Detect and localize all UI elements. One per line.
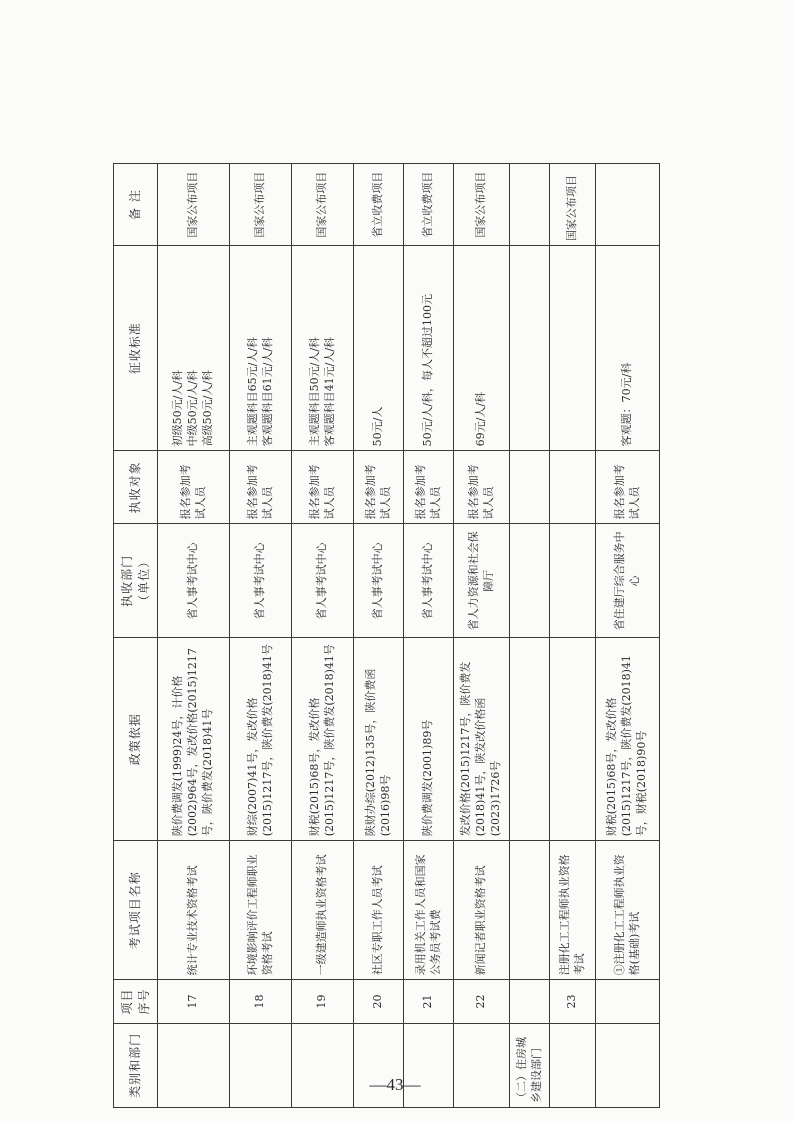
cell-policy xyxy=(550,638,596,841)
cell-category xyxy=(596,1023,660,1107)
cell-note xyxy=(596,164,660,246)
cell-note: 国家公布项目 xyxy=(158,164,230,246)
cell-policy: 陕财办综(2012)135号，陕价费函(2016)98号 xyxy=(354,638,404,841)
table-row xyxy=(354,164,404,1108)
cell-name: 注册化工工程师执业资格考试 xyxy=(550,841,596,980)
cell-category xyxy=(292,1023,354,1107)
exam-fee-table xyxy=(113,163,660,1108)
cell-seq: 22 xyxy=(454,980,510,1023)
cell-target: 报名参加考试人员 xyxy=(596,451,660,524)
cell-standard: 69元/人/科 xyxy=(454,246,510,451)
cell-note: 国家公布项目 xyxy=(454,164,510,246)
table-header-row xyxy=(114,164,158,1108)
cell-target: 报名参加考试人员 xyxy=(292,451,354,524)
cell-note: 国家公布项目 xyxy=(230,164,292,246)
cell-name: 一级建造师执业资格考试 xyxy=(292,841,354,980)
cell-dept: 省人力资源和社会保障厅 xyxy=(454,524,510,638)
cell-seq: 20 xyxy=(354,980,404,1023)
cell-standard: 50元/人 xyxy=(354,246,404,451)
cell-policy xyxy=(510,638,550,841)
cell-standard: 主观题科目50元/人/科 客观题科目41元/人/科 xyxy=(292,246,354,451)
cell-name: 录用机关工作人员和国家公务员考试费 xyxy=(404,841,454,980)
table-row xyxy=(510,164,550,1108)
cell-category xyxy=(550,1023,596,1107)
table-row xyxy=(596,164,660,1108)
cell-name: 新闻记者职业资格考试 xyxy=(454,841,510,980)
cell-seq xyxy=(596,980,660,1023)
header-name: 考试项目名称 xyxy=(114,841,158,980)
cell-note: 省立收费项目 xyxy=(404,164,454,246)
cell-name xyxy=(510,841,550,980)
header-dept: 执收部门 （单位） xyxy=(114,524,158,638)
cell-target: 报名参加考试人员 xyxy=(454,451,510,524)
cell-dept: 省人事考试中心 xyxy=(292,524,354,638)
cell-dept xyxy=(550,524,596,638)
table-row xyxy=(230,164,292,1108)
cell-policy: 财税(2015)68号，发改价格(2015)1217号，陕价费发(2018)41号，财税(2018)90号 xyxy=(596,638,660,841)
cell-dept: 省人事考试中心 xyxy=(158,524,230,638)
header-seq: 项目序号 xyxy=(114,980,158,1023)
cell-name: 社区专职工作人员考试 xyxy=(354,841,404,980)
cell-note xyxy=(510,164,550,246)
table-row xyxy=(550,164,596,1108)
cell-seq: 19 xyxy=(292,980,354,1023)
cell-standard xyxy=(510,246,550,451)
cell-standard xyxy=(550,246,596,451)
cell-note: 国家公布项目 xyxy=(292,164,354,246)
cell-target: 报名参加考试人员 xyxy=(354,451,404,524)
cell-standard: 主观题科目65元/人/科 客观题科目61元/人/科 xyxy=(230,246,292,451)
cell-standard: 50元/人/科，每人不超过100元 xyxy=(404,246,454,451)
table-row xyxy=(292,164,354,1108)
cell-target xyxy=(550,451,596,524)
cell-target: 报名参加考试人员 xyxy=(404,451,454,524)
header-note: 备 注 xyxy=(114,164,158,246)
cell-dept: 省人事考试中心 xyxy=(404,524,454,638)
cell-standard: 客观题：70元/科 xyxy=(596,246,660,451)
cell-dept: 省住建厅综合服务中心 xyxy=(596,524,660,638)
cell-policy: 财综(2007)41号，发改价格(2015)1217号，陕价费发(2018)41号 xyxy=(230,638,292,841)
cell-note: 省立收费项目 xyxy=(354,164,404,246)
table-row xyxy=(404,164,454,1108)
cell-standard: 初级50元/人/科 中级50元/人/科 高级50元/人/科 xyxy=(158,246,230,451)
cell-seq xyxy=(510,980,550,1023)
rotated-fee-table-page xyxy=(113,163,648,1108)
cell-dept: 省人事考试中心 xyxy=(230,524,292,638)
cell-target xyxy=(510,451,550,524)
header-target: 执收对象 xyxy=(114,451,158,524)
cell-note: 国家公布项目 xyxy=(550,164,596,246)
cell-seq: 21 xyxy=(404,980,454,1023)
header-policy: 政策依据 xyxy=(114,638,158,841)
cell-dept xyxy=(510,524,550,638)
table-row xyxy=(158,164,230,1108)
cell-category: （二）住房城乡建设部门 xyxy=(510,1023,550,1107)
cell-target: 报名参加考试人员 xyxy=(230,451,292,524)
header-category: 类别和部门 xyxy=(114,1023,158,1107)
table-row xyxy=(454,164,510,1108)
cell-category xyxy=(230,1023,292,1107)
page-number: —43— xyxy=(369,1075,421,1094)
cell-target: 报名参加考试人员 xyxy=(158,451,230,524)
cell-policy: 财税(2015)68号，发改价格(2015)1217号，陕价费发(2018)41号 xyxy=(292,638,354,841)
cell-policy: 陕价费调发(2001)89号 xyxy=(404,638,454,841)
cell-name: ①注册化工工程师执业资格(基础)考试 xyxy=(596,841,660,980)
cell-seq: 17 xyxy=(158,980,230,1023)
cell-policy: 陕价费调发(1999)24号，计价格(2002)964号，发改价格(2015)1217号，陕价费发(2018)41号 xyxy=(158,638,230,841)
cell-policy: 发改价格(2015)1217号，陕价费发(2018)41号，陕发改价格函(2023)1726号 xyxy=(454,638,510,841)
cell-name: 统计专业技术资格考试 xyxy=(158,841,230,980)
cell-category xyxy=(454,1023,510,1107)
cell-seq: 23 xyxy=(550,980,596,1023)
cell-seq: 18 xyxy=(230,980,292,1023)
cell-dept: 省人事考试中心 xyxy=(354,524,404,638)
header-standard: 征收标准 xyxy=(114,246,158,451)
cell-category xyxy=(158,1023,230,1107)
cell-name: 环境影响评价工程师职业资格考试 xyxy=(230,841,292,980)
